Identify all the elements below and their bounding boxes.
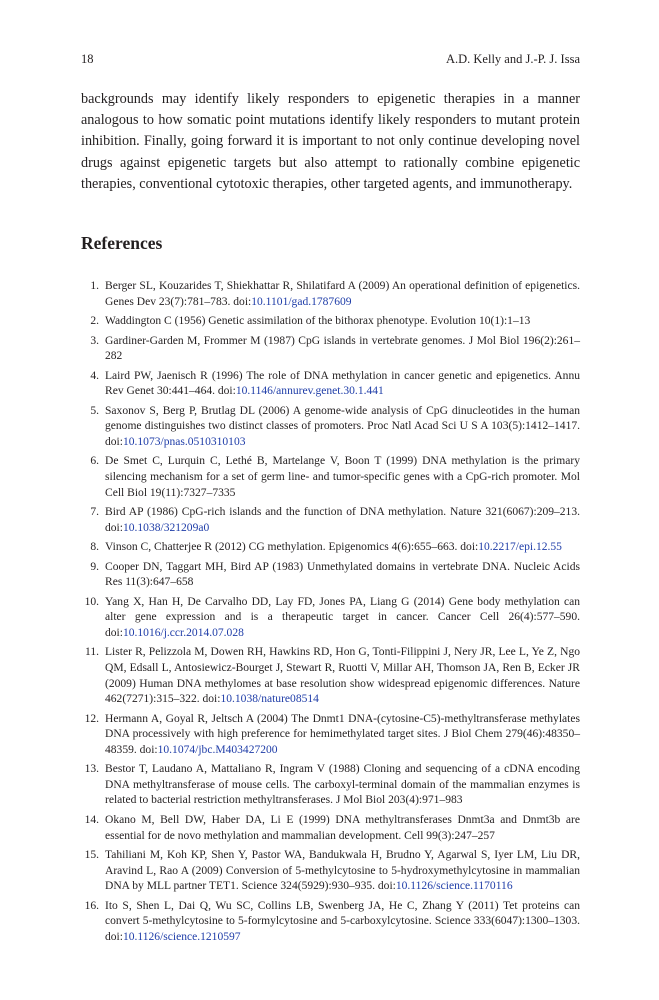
reference-item bbox=[81, 899, 580, 946]
reference-item bbox=[81, 645, 580, 707]
reference-number: 5. bbox=[90, 404, 99, 417]
reference-item bbox=[81, 813, 580, 844]
reference-text: Bird AP (1986) CpG-rich islands and the function of DNA methylation. Nature 321(6067):209–213. doi: bbox=[105, 506, 580, 534]
reference-number: 9. bbox=[90, 560, 99, 573]
reference-text: Bestor T, Laudano A, Mattaliano R, Ingram V (1988) Cloning and sequencing of a cDNA encoding DNA methyltransferase of mouse cells. The carboxyl-terminal domain of the mammalian enzymes is related to bacterial restriction methyltransferases. J Mol Biol 203(4):971–983 bbox=[105, 763, 580, 807]
reference-text: Saxonov S, Berg P, Brutlag DL (2006) A genome-wide analysis of CpG dinucleotides in the human genome distinguishes two distinct classes of promoters. Proc Natl Acad Sci U S A 103(5):1412–1417. doi: bbox=[105, 404, 580, 448]
reference-item bbox=[81, 848, 580, 895]
reference-list bbox=[81, 279, 580, 949]
doi-link[interactable]: 10.1101/gad.1787609 bbox=[251, 295, 352, 308]
doi-link[interactable]: 10.1146/annurev.genet.30.1.441 bbox=[235, 385, 384, 398]
reference-text: Waddington C (1956) Genetic assimilation of the bithorax phenotype. Evolution 10(1):1–13 bbox=[105, 315, 531, 328]
reference-text: Ito S, Shen L, Dai Q, Wu SC, Collins LB, Swenberg JA, He C, Zhang Y (2011) Tet proteins can convert 5-methylcytosine to 5-formylcytosine and 5-carboxylcytosine. Science 333(6047):1300–1303. doi: bbox=[105, 899, 580, 943]
reference-number: 15. bbox=[84, 849, 99, 862]
doi-link[interactable]: 10.1038/321209a0 bbox=[122, 521, 210, 534]
reference-number: 1. bbox=[90, 280, 99, 292]
doi-link[interactable]: 10.1074/jbc.M403427200 bbox=[157, 743, 278, 756]
reference-text: Yang X, Han H, De Carvalho DD, Lay FD, Jones PA, Liang G (2014) Gene body methylation can alter gene expression and is a therapeutic target in cancer. Cancer Cell 26(4):577–590. doi: bbox=[105, 595, 580, 639]
doi-link[interactable]: 10.2217/epi.12.55 bbox=[478, 541, 562, 554]
reference-text: Berger SL, Kouzarides T, Shiekhattar R, Shilatifard A (2009) An operational definition of epigenetics. Genes Dev 23(7):781–783. doi: bbox=[105, 280, 580, 308]
reference-number: 3. bbox=[90, 334, 99, 347]
reference-item bbox=[81, 454, 580, 501]
reference-text: Gardiner-Garden M, Frommer M (1987) CpG islands in vertebrate genomes. J Mol Biol 196(2):261–282 bbox=[105, 334, 580, 363]
reference-text: Tahiliani M, Koh KP, Shen Y, Pastor WA, Bandukwala H, Brudno Y, Agarwal S, Iyer LM, Liu DR, Aravind L, Rao A (2009) Conversion of 5-methylcytosine to 5-hydroxymethylcytosine in mammalian DNA by MLL partner TET1. Science 324(5929):930–935. doi: bbox=[105, 849, 580, 893]
reference-number: 2. bbox=[90, 315, 99, 328]
reference-item bbox=[81, 762, 580, 809]
intro-paragraph: backgrounds may identify likely responders to epigenetic therapies in a manner analogous to how somatic point mutations identify likely responders to mutant protein inhibition. Finally, going forward it is important to not only continue developing novel drugs against epigenetic targets but also attempt to rationally combine epigenetic therapies, conventional cytotoxic therapies, other targeted agents, and immunotherapy. bbox=[81, 91, 580, 192]
reference-text: Hermann A, Goyal R, Jeltsch A (2004) The Dnmt1 DNA-(cytosine-C5)-methyltransferase methylates DNA processively with high preference for hemimethylated target sites. J Biol Chem 279(46):48350–48359. doi: bbox=[105, 712, 580, 756]
doi-link[interactable]: 10.1073/pnas.0510310103 bbox=[122, 435, 246, 448]
reference-number: 6. bbox=[90, 455, 99, 468]
reference-item bbox=[81, 334, 580, 365]
references-heading: References bbox=[81, 233, 163, 253]
reference-number: 13. bbox=[84, 763, 99, 776]
reference-number: 10. bbox=[84, 595, 99, 608]
reference-item bbox=[81, 369, 580, 400]
page-number: 18 bbox=[81, 52, 94, 66]
reference-text: Vinson C, Chatterjee R (2012) CG methylation. Epigenomics 4(6):655–663. doi: bbox=[105, 541, 479, 554]
reference-item bbox=[81, 404, 580, 451]
reference-item bbox=[81, 314, 580, 330]
reference-item bbox=[81, 540, 580, 556]
reference-text: De Smet C, Lurquin C, Lethé B, Martelange V, Boon T (1999) DNA methylation is the primary silencing mechanism for a set of germ line- and tumor-specific genes with a CpG-rich promoter. Mol Cell Biol 19(11):7327–7335 bbox=[105, 455, 580, 499]
reference-number: 7. bbox=[90, 506, 99, 519]
reference-item bbox=[81, 712, 580, 759]
reference-number: 11. bbox=[84, 646, 99, 659]
reference-item bbox=[81, 279, 580, 310]
doi-link[interactable]: 10.1126/science.1170116 bbox=[395, 880, 513, 893]
doi-link[interactable]: 10.1038/nature08514 bbox=[220, 693, 319, 706]
reference-number: 14. bbox=[84, 813, 99, 826]
reference-number: 16. bbox=[84, 899, 99, 912]
doi-link[interactable]: 10.1126/science.1210597 bbox=[122, 930, 241, 943]
reference-item bbox=[81, 505, 580, 536]
running-head-authors: A.D. Kelly and J.-P. J. Issa bbox=[445, 52, 580, 66]
reference-number: 8. bbox=[90, 541, 99, 554]
reference-text: Okano M, Bell DW, Haber DA, Li E (1999) DNA methyltransferases Dnmt3a and Dnmt3b are essential for de novo methylation and mammalian development. Cell 99(3):247–257 bbox=[105, 813, 580, 842]
reference-number: 12. bbox=[84, 712, 99, 725]
reference-item bbox=[81, 560, 580, 591]
reference-text: Cooper DN, Taggart MH, Bird AP (1983) Unmethylated domains in vertebrate DNA. Nucleic Acids Res 11(3):647–658 bbox=[105, 560, 580, 589]
reference-number: 4. bbox=[90, 369, 99, 382]
reference-text: Lister R, Pelizzola M, Dowen RH, Hawkins RD, Hon G, Tonti-Filippini J, Nery JR, Lee L, Ye Z, Ngo QM, Edsall L, Antosiewicz-Bourget J, Stewart R, Ruotti V, Millar AH, Thomson JA, Ren B, Ecker JR (2009) Human DNA methylomes at base resolution show widespread epigenomic differences. Nature 462(7271):315–322. doi: bbox=[105, 646, 580, 706]
reference-item bbox=[81, 595, 580, 642]
reference-text: Laird PW, Jaenisch R (1996) The role of DNA methylation in cancer genetic and epigenetics. Annu Rev Genet 30:441–464. doi: bbox=[105, 369, 580, 398]
doi-link[interactable]: 10.1016/j.ccr.2014.07.028 bbox=[122, 626, 244, 639]
